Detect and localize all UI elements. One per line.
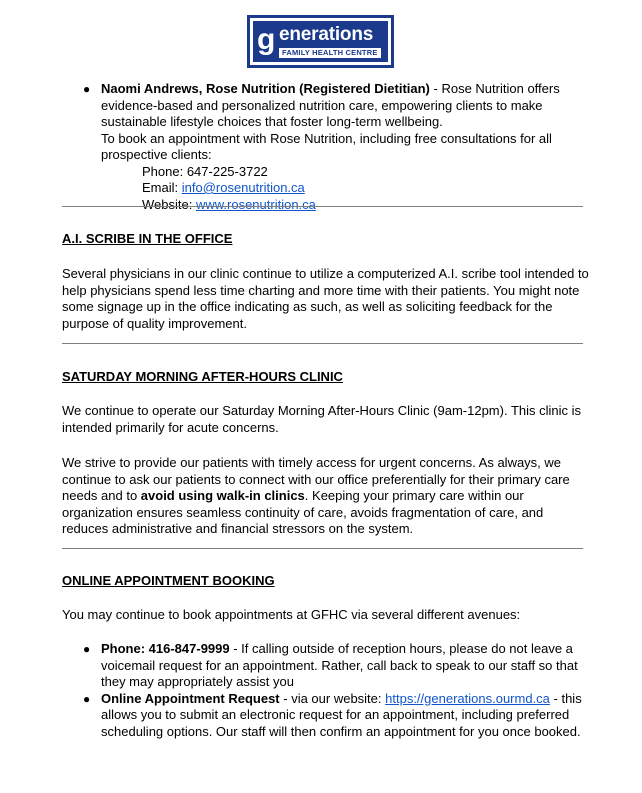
booking-online-post: - this allows you to submit an electronic request for an appointment, including preferred scheduling options. Our staff will then confirm an appointment for you once booked. [101,690,582,739]
booking-options-list [62,641,582,740]
booking-phone-title: Phone: 416-847-9999 [101,641,230,656]
logo-g-letter: g [257,23,275,56]
avoid-walk-in-emphasis: avoid using walk-in clinics [140,488,305,503]
booking-phone-text [101,641,582,691]
rose-nutrition-list [62,81,582,213]
section-divider [62,206,583,207]
rose-nutrition-email-link[interactable]: info@rosenutrition.ca [181,180,305,195]
saturday-clinic-paragraph-1: We continue to operate our Saturday Morning After-Hours Clinic (9am-12pm). This clinic is intended primarily for acute concerns. [62,403,582,435]
saturday-clinic-heading: SATURDAY MORNING AFTER-HOURS CLINIC [62,369,343,384]
booking-online-title: Online Appointment Request [101,690,280,706]
logo-background [253,21,388,62]
rose-nutrition-website-line [101,197,582,214]
online-booking-heading: ONLINE APPOINTMENT BOOKING [62,573,275,588]
rose-nutrition-intro [101,81,582,131]
saturday-clinic-paragraph-2 [62,455,592,538]
website-label: Website: [142,196,196,212]
ai-scribe-heading: A.I. SCRIBE IN THE OFFICE [62,231,233,246]
section-divider [62,343,583,344]
email-label: Email: [142,180,182,195]
booking-phone-item [62,641,582,691]
bullet-icon: ● [83,82,91,96]
rose-nutrition-booking-text: To book an appointment with Rose Nutrition, including free consultations for all prospective clients: [101,130,552,162]
online-booking-intro: You may continue to book appointments at GFHC via several different avenues: [62,607,521,622]
booking-online-item [62,691,582,741]
generations-logo [247,15,394,68]
booking-online-text [101,691,582,741]
logo-wordmark: enerations [279,24,374,45]
booking-online-pre: - via our website: [279,690,386,706]
rose-nutrition-item [62,81,582,213]
saturday-text-a: We strive to provide our patients with timely access for urgent concerns. As always, we continue to ask our patients to connect with our office preferentially for their primary care needs and to [62,455,570,503]
rose-nutrition-description: - Rose Nutrition offers evidence-based and personalized nutrition care, empowering clients to make sustainable lifestyle choices that foster long-term wellbeing. [101,81,560,129]
saturday-text-c: . Keeping your primary care within our organization ensures seamless continuity of care, avoids fragmentation of care, and reduces administrative and financial stressors on the system. [62,488,544,536]
logo-subtitle: FAMILY HEALTH CENTRE [279,48,381,58]
booking-website-link[interactable]: https://generations.ourmd.ca [385,690,550,706]
rose-nutrition-email-line [101,180,582,197]
booking-phone-description: - If calling outside of reception hours, please do not leave a voicemail request for an appointment. Rather, call back to speak to our staff so that they may appropriately assist you [101,641,578,689]
ai-scribe-body: Several physicians in our clinic continue to utilize a computerized A.I. scribe tool intended to help physicians spend less time charting and more time with their patients. You might note some signage up in the office indicating as such, as well as soliciting feedback for the purpose of quality improvement. [62,266,589,331]
bullet-icon: ● [83,642,91,656]
rose-nutrition-phone: Phone: 647-225-3722 [142,163,268,179]
section-divider [62,548,583,549]
rose-nutrition-website-link[interactable]: www.rosenutrition.ca [195,196,316,212]
rose-nutrition-name: Naomi Andrews, Rose Nutrition (Registered Dietitian) [101,81,430,96]
bullet-icon: ● [83,691,91,706]
